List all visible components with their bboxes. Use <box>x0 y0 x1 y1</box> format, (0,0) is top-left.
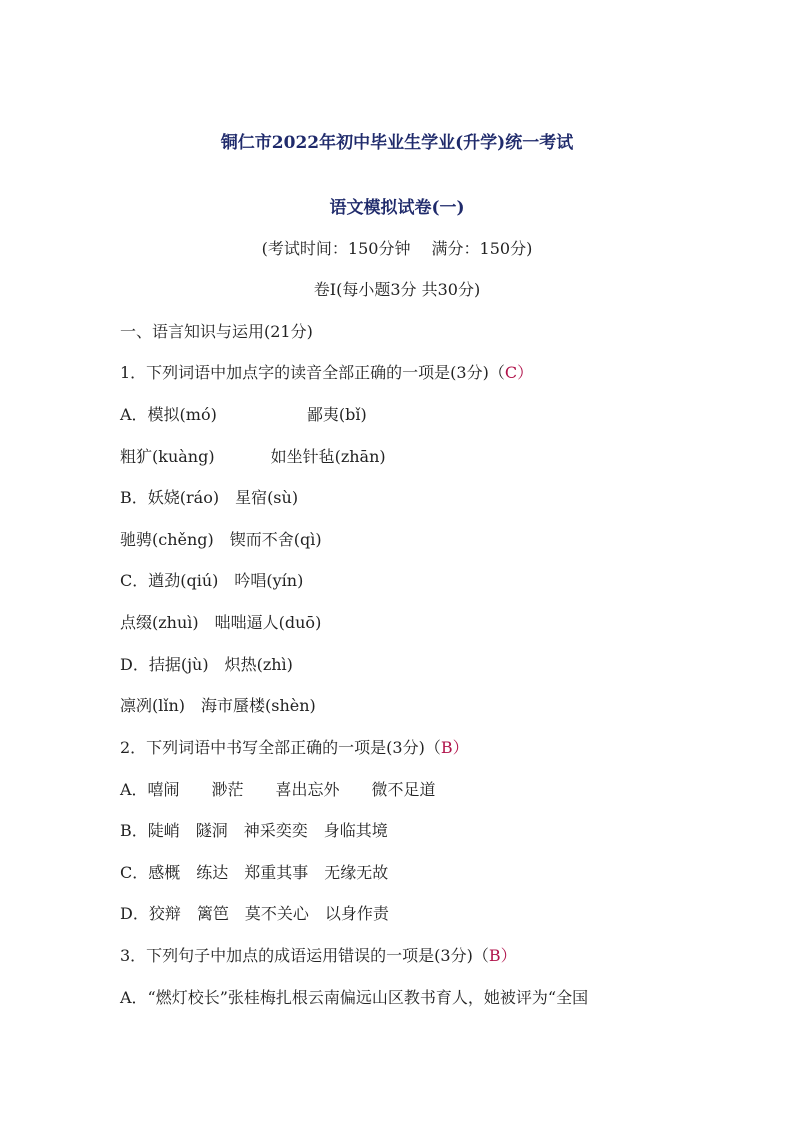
q1-option-a-word3: 粗犷(kuàng) <box>120 447 215 466</box>
q1-option-b-line2: 驰骋(chěng) 锲而不舍(qì) <box>120 530 322 549</box>
q2-option-a: A．嘻闹 渺茫 喜出忘外 微不足道 <box>120 780 436 799</box>
q2-option-c: C．感概 练达 郑重其事 无缘无故 <box>120 863 389 882</box>
question-1-answer: C <box>504 363 518 382</box>
q1-option-c-line2: 点缀(zhuì) 咄咄逼人(duō) <box>120 613 322 632</box>
q3-option-a: A．“燃灯校长”张桂梅扎根云南偏远山区教书育人，她被评为“全国 <box>120 988 589 1007</box>
q1-option-d-line2: 凛冽(lǐn) 海市蜃楼(shèn) <box>120 696 316 715</box>
question-3-close: ） <box>500 946 517 965</box>
q1-option-a-word1: A．模拟(mó) <box>120 405 217 424</box>
q1-option-c-line1: C．遒劲(qiú) 吟唱(yín) <box>120 571 304 590</box>
question-2-answer: B <box>440 738 453 757</box>
question-3-stem <box>120 943 517 966</box>
question-3-answer: B <box>488 946 501 965</box>
paper-subtitle: 语文模拟试卷(一) <box>329 198 465 218</box>
q2-option-d: D．狡辩 篱笆 莫不关心 以身作责 <box>120 904 389 923</box>
q2-option-b: B．陡峭 隧洞 神采奕奕 身临其境 <box>120 821 388 840</box>
q1-option-a-line2 <box>120 444 386 467</box>
exam-info: (考试时间：150分钟 满分：150分) <box>261 239 533 258</box>
question-2-stem <box>120 735 469 758</box>
question-1-close: ） <box>517 363 534 382</box>
section-heading: 一、语言知识与运用(21分) <box>120 322 313 341</box>
question-1-text: 1．下列词语中加点字的读音全部正确的一项是(3分)（ <box>120 363 505 382</box>
question-3-text: 3．下列句子中加点的成语运用错误的一项是(3分)（ <box>120 946 489 965</box>
question-1-stem <box>120 360 533 383</box>
volume-info: 卷Ⅰ(每小题3分 共30分) <box>313 280 481 299</box>
exam-title: 铜仁市2022年初中毕业生学业(升学)统一考试 <box>220 133 574 153</box>
q1-option-a-word4: 如坐针毡(zhān) <box>270 447 386 466</box>
q1-option-b-line1: B．妖娆(ráo) 星宿(sù) <box>120 488 299 507</box>
question-2-text: 2．下列词语中书写全部正确的一项是(3分)（ <box>120 738 441 757</box>
q1-option-a-word2: 鄙夷(bǐ) <box>306 405 367 424</box>
q1-option-a-line1 <box>120 402 367 425</box>
question-2-close: ） <box>452 738 469 757</box>
q1-option-d-line1: D．拮据(jù) 炽热(zhì) <box>120 655 293 674</box>
